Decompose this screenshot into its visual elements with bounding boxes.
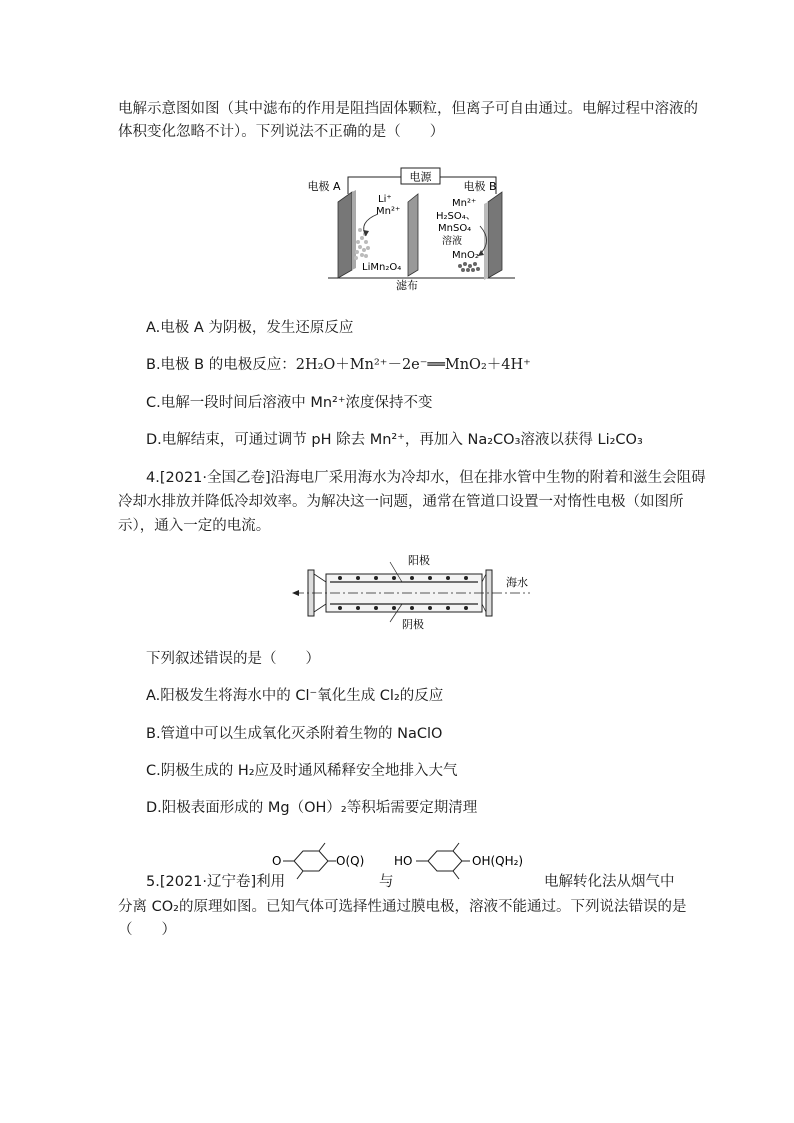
qh2-ho-label: HO	[394, 854, 413, 868]
cathode-label: 阴极	[402, 618, 424, 630]
svg-text:O: O	[272, 854, 282, 868]
limn2o4-label: LiMn₂O₄	[362, 262, 402, 273]
q5-stem-suffix: 电解转化法从烟气中	[544, 874, 675, 890]
intro-line-2: 体积变化忽略不计）。下列说法不正确的是（ ）	[118, 124, 445, 140]
q4-option-c[interactable]: C.阴极生成的 H₂应及时通风稀释安全地排入大气	[146, 763, 458, 779]
mn-ion-right-label: Mn²⁺	[452, 198, 477, 209]
filter-label: 滤布	[396, 279, 418, 292]
q5-stem-connector: 与	[379, 874, 394, 890]
q4-stem-line-2: 冷却水排放并降低冷却效率。为解决这一问题，通常在管道口设置一对惰性电极（如图所	[118, 494, 684, 510]
h2so4-label: H₂SO₄、	[436, 211, 476, 222]
electrode-b-label: 电极 B	[463, 180, 497, 193]
q5-stem-prefix: 5.[2021·辽宁卷]利用	[146, 874, 286, 890]
q3-option-b-equation: 2H₂O＋Mn²⁺－2e⁻══MnO₂＋4H⁺	[295, 357, 531, 373]
q3-option-c[interactable]: C.电解一段时间后溶液中 Mn²⁺浓度保持不变	[146, 395, 433, 411]
pipe-electrode-figure	[290, 552, 540, 630]
q4-stem-line-1: 4.[2021·全国乙卷]沿海电厂采用海水为冷却水，但在排水管中生物的附着和滋生会阻碍	[146, 470, 706, 486]
q-label: O(Q)	[336, 854, 365, 868]
mno2-label: MnO₂	[452, 250, 479, 261]
quinone-q-structure	[272, 842, 376, 880]
mnso4-label: MnSO₄	[438, 223, 472, 234]
q4-question: 下列叙述错误的是（ ）	[146, 651, 320, 667]
q3-option-a[interactable]: A.电极 A 为阴极，发生还原反应	[146, 320, 354, 336]
filter-cloth	[408, 194, 418, 276]
q3-option-d[interactable]: D.电解结束，可通过调节 pH 除去 Mn²⁺，再加入 Na₂CO₃溶液以获得 Li₂CO₃	[146, 432, 643, 448]
q3-option-b[interactable]	[146, 355, 531, 375]
li-ion-label: Li⁺	[378, 194, 392, 205]
mn-ion-left-label: Mn²⁺	[376, 206, 401, 217]
q4-option-b[interactable]: B.管道中可以生成氧化灭杀附着生物的 NaClO	[146, 726, 443, 742]
electrolysis-figure	[300, 160, 530, 292]
q4-option-d[interactable]: D.阳极表面形成的 Mg（OH）₂等积垢需要定期清理	[146, 800, 478, 816]
q5-stem-line-3: （ ）	[118, 922, 176, 938]
intro-line-1: 电解示意图如图（其中滤布的作用是阻挡固体颗粒，但离子可自由通过。电解过程中溶液的	[118, 101, 698, 117]
anode-label: 阳极	[408, 554, 430, 567]
q4-option-a[interactable]: A.阳极发生将海水中的 Cl⁻氧化生成 Cl₂的反应	[146, 688, 444, 704]
q4-stem-line-3: 示），通入一定的电流。	[118, 518, 271, 534]
electrode-b	[488, 192, 502, 278]
power-source-label: 电源	[409, 170, 432, 184]
electrode-a	[338, 192, 352, 278]
solution-label: 溶液	[442, 236, 462, 247]
hydroquinone-qh2-structure	[394, 842, 554, 880]
q5-stem-line-2: 分离 CO₂的原理如图。已知气体可选择性通过膜电极，溶液不能通过。下列说法错误的是	[118, 899, 687, 915]
qh2-label: OH(QH₂)	[472, 854, 524, 868]
q3-option-b-prefix: B.电极 B 的电极反应：	[146, 357, 296, 373]
electrode-a-label: 电极 A	[307, 180, 341, 193]
seawater-label: 海水	[506, 576, 528, 589]
